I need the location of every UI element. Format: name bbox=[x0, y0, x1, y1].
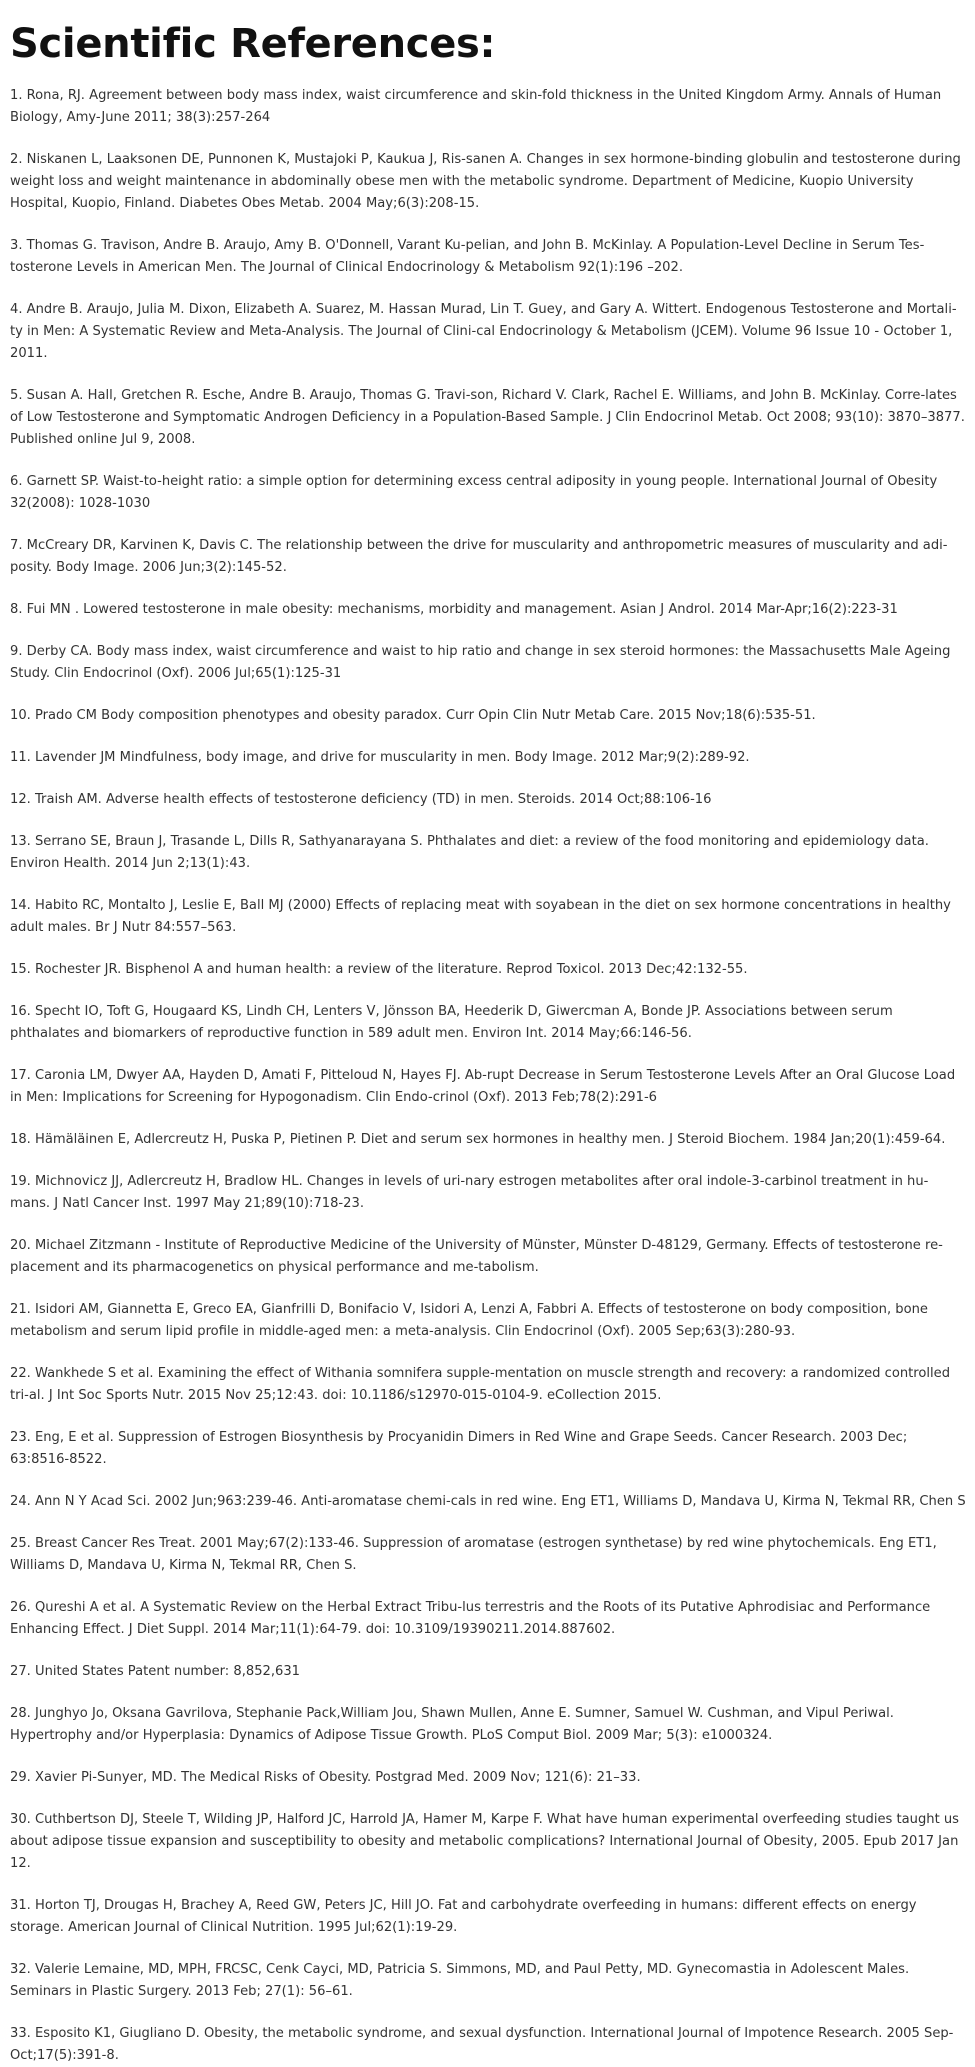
reference-item: 11. Lavender JM Mindfulness, body image, and drive for muscularity in men. Body Image. 2012 Mar;9(2):289-92. bbox=[10, 750, 750, 765]
reference-item: 14. Habito RC, Montalto J, Leslie E, Ball MJ (2000) Effects of replacing meat with soyabean in the diet on sex hormone concentrations in healthy adult males. Br J Nutr 84:557–563. bbox=[10, 898, 951, 935]
reference-item: 19. Michnovicz JJ, Adlercreutz H, Bradlow HL. Changes in levels of uri-nary estrogen metabolites after oral indole-3-carbinol treatment in hu-mans. J Natl Cancer Inst. 1997 May 21;89(10):718-23. bbox=[10, 1174, 929, 1211]
reference-item: 29. Xavier Pi-Sunyer, MD. The Medical Risks of Obesity. Postgrad Med. 2009 Nov; 121(6): 21–33. bbox=[10, 1770, 641, 1785]
reference-item: 12. Traish AM. Adverse health effects of testosterone deficiency (TD) in men. Steroids. 2014 Oct;88:106-16 bbox=[10, 792, 712, 807]
reference-item: 25. Breast Cancer Res Treat. 2001 May;67(2):133-46. Suppression of aromatase (estrogen synthetase) by red wine phytochemicals. Eng ET1, Williams D, Mandava U, Kirma N, Tekmal RR, Chen S. bbox=[10, 1536, 937, 1573]
reference-item: 1. Rona, RJ. Agreement between body mass index, waist circumference and skin-fold thickness in the United Kingdom Army. Annals of Human Biology, Amy-June 2011; 38(3):257-264 bbox=[10, 88, 942, 125]
reference-item: 18. Hämäläinen E, Adlercreutz H, Puska P, Pietinen P. Diet and serum sex hormones in healthy men. J Steroid Biochem. 1984 Jan;20(1):459-64. bbox=[10, 1132, 946, 1147]
reference-item: 23. Eng, E et al. Suppression of Estrogen Biosynthesis by Procyanidin Dimers in Red Wine and Grape Seeds. Cancer Research. 2003 Dec; 63:8516-8522. bbox=[10, 1430, 908, 1467]
page-title: Scientific References: bbox=[10, 21, 496, 67]
reference-item: 31. Horton TJ, Drougas H, Brachey A, Reed GW, Peters JC, Hill JO. Fat and carbohydrate overfeeding in humans: different effects on energy storage. American Journal of Clinical Nutrition. 1995 Jul;62(1):19-29. bbox=[10, 1898, 917, 1935]
reference-item: 10. Prado CM Body composition phenotypes and obesity paradox. Curr Opin Clin Nutr Metab Care. 2015 Nov;18(6):535-51. bbox=[10, 708, 816, 723]
reference-item: 30. Cuthbertson DJ, Steele T, Wilding JP, Halford JC, Harrold JA, Hamer M, Karpe F. What have human experimental overfeeding studies taught us about adipose tissue expansion and susceptibility to obesity and metabolic complications? International Journal of Obesity, 2005. Epub 2017 Jan 12. bbox=[10, 1812, 959, 1871]
reference-item: 33. Esposito K1, Giugliano D. Obesity, the metabolic syndrome, and sexual dysfunction. International Journal of Impotence Research. 2005 Sep-Oct;17(5):391-8. bbox=[10, 2026, 954, 2063]
reference-item: 13. Serrano SE, Braun J, Trasande L, Dills R, Sathyanarayana S. Phthalates and diet: a review of the food monitoring and epidemiology data. Environ Health. 2014 Jun 2;13(1):43. bbox=[10, 834, 929, 871]
reference-item: 9. Derby CA. Body mass index, waist circumference and waist to hip ratio and change in sex steroid hormones: the Massachusetts Male Ageing Study. Clin Endocrinol (Oxf). 2006 Jul;65(1):125-31 bbox=[10, 644, 951, 681]
reference-item: 21. Isidori AM, Giannetta E, Greco EA, Gianfrilli D, Bonifacio V, Isidori A, Lenzi A, Fabbri A. Effects of testosterone on body composition, bone metabolism and serum lipid profile in middle-aged men: a meta-analysis. Clin Endocrinol (Oxf). 2005 Sep;63(3):280-93. bbox=[10, 1302, 928, 1339]
reference-item: 7. McCreary DR, Karvinen K, Davis C. The relationship between the drive for muscularity and anthropometric measures of muscularity and adi-posity. Body Image. 2006 Jun;3(2):145-52. bbox=[10, 538, 948, 575]
reference-item: 5. Susan A. Hall, Gretchen R. Esche, Andre B. Araujo, Thomas G. Travi-son, Richard V. Clark, Rachel E. Williams, and John B. McKinlay. Corre-lates of Low Testosterone and Symptomatic Androgen Deficiency in a Population-Based Sample. J Clin Endocrinol Metab. Oct 2008; 93(10): 3870–3877. Published online Jul 9, 2008. bbox=[10, 388, 965, 447]
reference-item: 15. Rochester JR. Bisphenol A and human health: a review of the literature. Reprod Toxicol. 2013 Dec;42:132-55. bbox=[10, 962, 748, 977]
reference-item: 4. Andre B. Araujo, Julia M. Dixon, Elizabeth A. Suarez, M. Hassan Murad, Lin T. Guey, and Gary A. Wittert. Endogenous Testosterone and Mortali-ty in Men: A Systematic Review and Meta-Analysis. The Journal of Clini-cal Endocrinology & Metabolism (JCEM). Volume 96 Issue 10 - October 1, 2011. bbox=[10, 302, 957, 361]
reference-item: 16. Specht IO, Toft G, Hougaard KS, Lindh CH, Lenters V, Jönsson BA, Heederik D, Giwercman A, Bonde JP. Associations between serum phthalates and biomarkers of reproductive function in 589 adult men. Environ Int. 2014 May;66:146-56. bbox=[10, 1004, 893, 1041]
reference-item: 6. Garnett SP. Waist-to-height ratio: a simple option for determining excess central adiposity in young people. International Journal of Obesity 32(2008): 1028-1030 bbox=[10, 474, 938, 511]
reference-list bbox=[10, 85, 966, 2067]
reference-item: 3. Thomas G. Travison, Andre B. Araujo, Amy B. O'Donnell, Varant Ku-pelian, and John B. McKinlay. A Population-Level Decline in Serum Tes-tosterone Levels in American Men. The Journal of Clinical Endocrinology & Metabolism 92(1):196 –202. bbox=[10, 238, 925, 275]
reference-item: 20. Michael Zitzmann - Institute of Reproductive Medicine of the University of Münster, Münster D-48129, Germany. Effects of testosterone re-placement and its pharmacogenetics on physical performance and me-tabolism. bbox=[10, 1238, 943, 1275]
reference-item: 2. Niskanen L, Laaksonen DE, Punnonen K, Mustajoki P, Kaukua J, Ris-sanen A. Changes in sex hormone-binding globulin and testosterone during weight loss and weight maintenance in abdominally obese men with the metabolic syndrome. Department of Medicine, Kuopio University Hospital, Kuopio, Finland. Diabetes Obes Metab. 2004 May;6(3):208-15. bbox=[10, 152, 961, 211]
reference-item: 27. United States Patent number: 8,852,631 bbox=[10, 1664, 301, 1679]
reference-item: 8. Fui MN . Lowered testosterone in male obesity: mechanisms, morbidity and management. Asian J Androl. 2014 Mar-Apr;16(2):223-31 bbox=[10, 602, 898, 617]
reference-item: 28. Junghyo Jo, Oksana Gavrilova, Stephanie Pack,William Jou, Shawn Mullen, Anne E. Sumner, Samuel W. Cushman, and Vipul Periwal. Hypertrophy and/or Hyperplasia: Dynamics of Adipose Tissue Growth. PLoS Comput Biol. 2009 Mar; 5(3): e1000324. bbox=[10, 1706, 894, 1743]
reference-item: 22. Wankhede S et al. Examining the effect of Withania somnifera supple-mentation on muscle strength and recovery: a randomized controlled tri-al. J Int Soc Sports Nutr. 2015 Nov 25;12:43. doi: 10.1186/s12970-015-0104-9. eCollection 2015. bbox=[10, 1366, 951, 1403]
reference-item: 26. Qureshi A et al. A Systematic Review on the Herbal Extract Tribu-lus terrestris and the Roots of its Putative Aphrodisiac and Performance Enhancing Effect. J Diet Suppl. 2014 Mar;11(1):64-79. doi: 10.3109/19390211.2014.887602. bbox=[10, 1600, 931, 1637]
reference-item: 17. Caronia LM, Dwyer AA, Hayden D, Amati F, Pitteloud N, Hayes FJ. Ab-rupt Decrease in Serum Testosterone Levels After an Oral Glucose Load in Men: Implications for Screening for Hypogonadism. Clin Endo-crinol (Oxf). 2013 Feb;78(2):291-6 bbox=[10, 1068, 956, 1105]
reference-item: 32. Valerie Lemaine, MD, MPH, FRCSC, Cenk Cayci, MD, Patricia S. Simmons, MD, and Paul Petty, MD. Gynecomastia in Adolescent Males. Seminars in Plastic Surgery. 2013 Feb; 27(1): 56–61. bbox=[10, 1962, 910, 1999]
reference-item: 24. Ann N Y Acad Sci. 2002 Jun;963:239-46. Anti-aromatase chemi-cals in red wine. Eng ET1, Williams D, Mandava U, Kirma N, Tekmal RR, Chen S bbox=[10, 1494, 966, 1509]
